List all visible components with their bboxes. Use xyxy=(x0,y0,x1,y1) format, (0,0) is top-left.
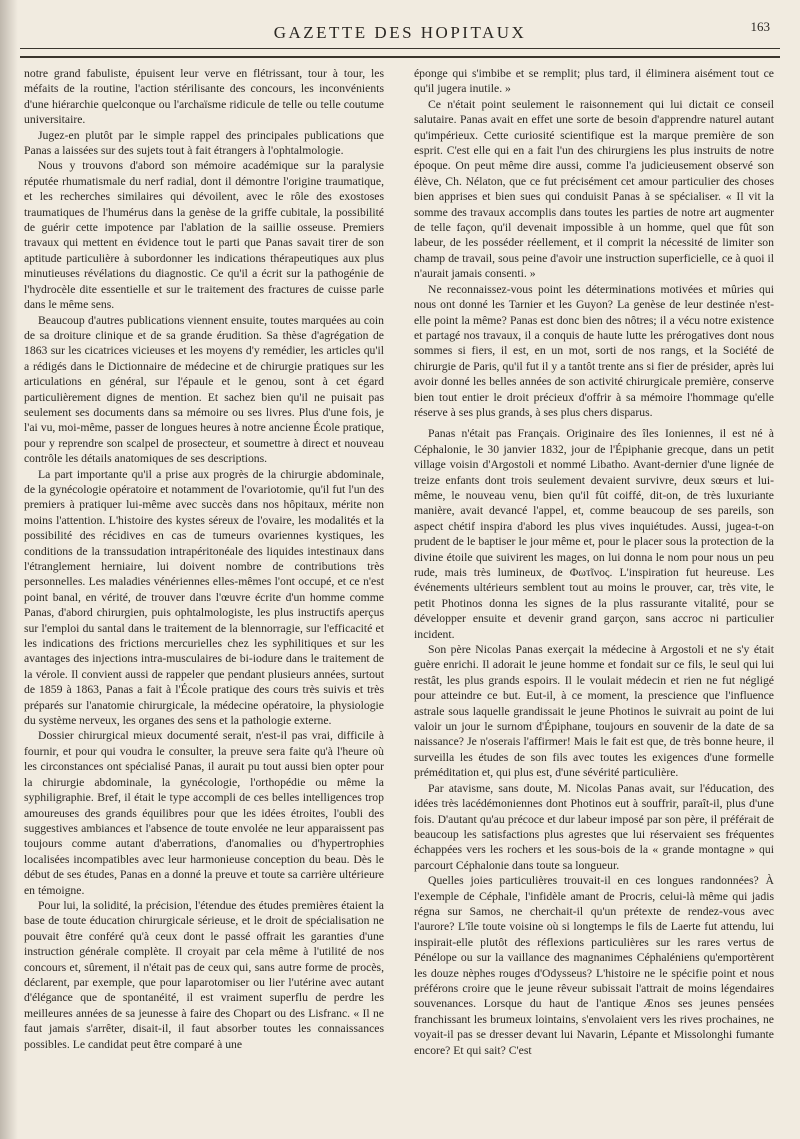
page-header xyxy=(0,0,800,60)
paragraph: Dossier chirurgical mieux documenté serait, n'est-il pas vrai, difficile à fournir, et pour qui voudra le consulter, la preuve sera faite qu'à l'heure où les circonstances ont spécialisé Panas, il aurait pu tout aussi bien opter pour la chirurgie abdominale, la gynécologie, l'orthopédie ou même la syphiligraphie. Bref, il était le type accompli de ces belles intelligences trop amoureuses des grands équilibres pour que les idées étroites, l'oubli des suggestives ambiances et l'absence de toute envolée ne leur apparaissent pas toujours comme autant d'aberrations, d'anomalies ou d'hypertrophies localisées incompatibles avec leur harmonieuse conception du beau. Dès le début de ses études, Panas en a donné la preuve et toute sa carrière ultérieure en témoigne. xyxy=(24,729,384,897)
paragraph: Son père Nicolas Panas exerçait la médecine à Argostoli et ne s'y était guère enrichi. Il adorait le jeune homme et fondait sur ce fils, le seul qui lui restât, les plus grands espoirs. Il le voulait médecin et rien ne fut négligé pour atteindre ce but. Eut-il, à ce moment, la prescience que l'influence astrale sous laquelle grandissait le jeune Photinos le suivrait au point de lui valoir un jour le surnom d'Épiphane, toujours en souvenir de la date de sa naissance? Je n'oserais l'affirmer! Mais le fait est que, de très bonne heure, il surveilla les études de son fils avec toutes les exigences d'une formelle préméditation et, qui plus est, d'une sévérité particulière. xyxy=(414,643,774,780)
header-rule-double xyxy=(20,56,780,58)
paragraph: Quelles joies particulières trouvait-il en ces longues randonnées? À l'exemple de Céphale, l'infidèle amant de Procris, celui-là même qui jadis régna sur Samos, ne cherchait-il qu'un prétexte de rendez-vous avec l'aurore? L'île toute voisine où si longtemps le fils de Laerte fut attendu, lui inspirait-elle plutôt des réflexions particulières sur les rares vertus de Pénélope ou sur la vaillance des magnanimes Céphaléniens qu'emportèrent les douze nèphes rouges d'Odysseus? L'histoire ne le spécifie point et nous préférons croire que le jeune rêveur subissait l'attrait de moins légendaires souvenances. Lorsque du haut de l'antique Ænos ses jeunes pensées franchissant les brumeux lointains, s'envolaient vers les rives prochaines, ne voyait-il pas se dresser devant lui Navarin, Lépante et Missolonghi fumante encore? Et qui sait? C'est xyxy=(414,874,774,1057)
paragraph: Beaucoup d'autres publications viennent ensuite, toutes marquées au coin de sa droiture clinique et de sa grande érudition. Sa thèse d'agrégation de 1863 sur les cicatrices vicieuses et les moyens d'y remédier, les articles qu'il a rédigés dans le Dictionnaire de médecine et de chirurgie pratiques sur les articulations en général, sur l'épaule et le genou, sont à cet égard particulièrement dignes de mention. Et sachez bien qu'il ne puisait pas seulement ses documents dans sa mémoire ou ses livres. Plus d'une fois, je l'ai vu, moi-même, passer de longues heures à notre ancienne École pratique, pour y reprendre son scalpel de prosecteur, et soumettre à direct et nouveau contrôle les détails anatomiques de ses descriptions. xyxy=(24,313,384,466)
paragraph: notre grand fabuliste, épuisent leur verve en flétrissant, tour à tour, les méfaits de la routine, l'action stérilisante des concours, les inconvénients d'une hiérarchie quelconque ou l'archaïsme ridicule de telle ou telle coutume universitaire. xyxy=(24,67,384,127)
paragraph: Nous y trouvons d'abord son mémoire académique sur la paralysie réputée rhumatismale du nerf radial, dont il démontre l'origine traumatique, et les recherches similaires qui dévoilent, avec le rôle des exostoses traumatiques de l'humérus dans la genèse de la griffe cubitale, la possibilité de guérir cette impotence par l'ablation de la saillie osseuse. Premiers travaux qui mettent en évidence tout le parti que Panas savait tirer de son aptitude particulière à subordonner les indications thérapeutiques aux plus minutieuses révélations du diagnostic. Ce qu'il a écrit sur la pathogénie de l'hydrocèle dite essentielle et sur le traitement des fractures de cuisse parle dans le même sens. xyxy=(24,159,384,312)
running-title: GAZETTE DES HOPITAUX xyxy=(273,23,527,42)
left-column xyxy=(24,66,384,1052)
paragraph: Ce n'était point seulement le raisonnement qui lui dictait ce conseil salutaire. Panas avait en effet une sorte de besoin d'apprendre naturel autant qu'impérieux. Cette curiosité scientifique est la marque première de son esprit. C'est elle qui en a fait l'un des chirurgiens les plus instruits de notre époque. On peut même dire aussi, comme l'a judicieusement observé son élève, Ch. Nélaton, que ce fut précisément cet amour particulier des choses bien apprises et bien sues qui conduisit Panas à se spécialiser. « Il vit la somme des travaux accomplis dans toutes les parties de notre art augmenter de telle façon, qu'il devenait impossible à un homme, quel que fût son labeur, de les posséder réellement, et il comprit la nécessité de limiter son champ de travail, sous peine d'avoir une instruction superficielle, ce à quoi il n'aurait jamais consenti. » xyxy=(414,97,774,281)
page-edge-shadow xyxy=(0,0,18,1139)
paragraph: La part importante qu'il a prise aux progrès de la chirurgie abdominale, de la gynécologie opératoire et notamment de l'ovariotomie, qu'il fut l'un des premiers à pratiquer lui-même avec succès dans nos hôpitaux, mérite non moins l'attention. L'histoire des kystes séreux de l'ovaire, les modalités et la possibilité des récidives en cas de tumeurs ovariennes kystiques, les conditions de la transsudation intrapéritonéale des liquides intestinaux dans l'étranglement herniaire, lui doivent nombre de contributions très personnelles. Les maladies vénériennes elles-mêmes l'ont occupé, et ce n'est point banal, en vérité, de trouver dans l'œuvre écrite d'un homme comme Panas, d'abord chirurgien, puis ophtalmologiste, les plus instructifs aperçus sur l'emploi du santal dans le traitement de la blennorragie, sur l'efficacité et les indications des frictions mercurielles chez les syphilitiques et sur les avantages des injections intra-musculaires de bi-iodure dans le traitement de la vérole. Il convient aussi de rappeler que pendant plusieurs années, surtout de 1859 à 1863, Panas a fait à l'École pratique des cours très suivis et très préparés sur l'anatomie chirurgicale, la médecine opératoire, la physiologie du système nerveux, les organes des sens et la pathologie externe. xyxy=(24,467,384,728)
right-column xyxy=(414,66,774,1058)
header-rule xyxy=(20,48,780,49)
paragraph: Par atavisme, sans doute, M. Nicolas Panas avait, sur l'éducation, des idées très lacédémoniennes dont Photinos eut à souffrir, paraît-il, plus d'une fois. D'autant qu'au précoce et dur labeur imposé par son père, il préférait de beaucoup les satisfactions plus agrestes que lui réservaient ses fréquentes échappées vers les rochers et les sous-bois de la « grande montagne » qui parcourt Céphalonie dans toute sa longueur. xyxy=(414,781,774,872)
paragraph: Jugez-en plutôt par le simple rappel des principales publications que Panas a laissées sur des sujets tout à fait étrangers à l'ophtalmologie. xyxy=(24,128,384,158)
paragraph: Ne reconnaissez-vous point les déterminations motivées et mûries qui nous ont donné les Tarnier et les Guyon? La genèse de leur destinée n'est-elle point la même? Panas est donc bien des nôtres; il a vécu notre existence et partagé nos travaux, il a conquis de haute lutte les prérogatives dont nous sommes si fiers, il est, en un mot, sorti de nos rangs, et la Société de chirurgie de Paris, qu'il fut il y a tantôt trente ans si fier de présider, après lui avoir donné les belles années de son activité chirurgicale première, conserve bien tout entier le droit précieux d'offrir à sa mémoire l'hommage qu'elle réserve à ses plus grands, à ses plus chers disparus. xyxy=(414,282,774,419)
page-number: 163 xyxy=(750,19,770,34)
paragraph: Panas n'était pas Français. Originaire des îles Ioniennes, il est né à Céphalonie, le 30 janvier 1832, jour de l'Épiphanie grecque, dans un petit village voisin d'Argostoli et nommé Libatho. Avant-dernier d'une lignée de treize enfants dont trois seulement devaient survivre, deux sœurs et lui-même, le nouveau venu, bien qu'il fût coiffé, dit-on, de très luxuriante manière, avait devancé l'appel, et, comme beaucoup de ses pareils, son aspect chétif inspira d'abord les plus vives inquiétudes. Aussi, jugea-t-on prudent de le baptiser le jour même et, pour le placer sous la protection de la divine étoile que suivirent les mages, on lui donna le nom pour nous un peu rude, mais très lumineux, de Φωτῖνος. L'inspiration fut heureuse. Les événements ultérieurs semblent tout au moins le prouver, car, très vite, le petit Photinos donna les signes de la plus rassurante vitalité, pour se développer ensuite et devenir grand garçon, sans accroc ni particulier incident. xyxy=(414,427,774,641)
paragraph: Pour lui, la solidité, la précision, l'étendue des études premières étaient la base de toute éducation chirurgicale sérieuse, et le droit de spécialisation ne pouvait être conféré qu'à ceux dont le passé offrait les garanties d'une instruction générale complète. Il croyait par cela même à l'utilité de nos concours et, sûrement, il n'était pas de ceux qui, sans autre forme de procès, déclarent, par exemple, que pour laparotomiser ou lier l'utérine avec autant d'élégance que de spontanéité, il est vraiment superflu de perdre les meilleures années de sa jeunesse à faire des Chopart ou des Lisfranc. « Il ne faut jamais s'arrêter, disait-il, il faut absorber toutes les connaissances possibles. Le candidat peut être comparé à une xyxy=(24,898,384,1051)
paragraph: éponge qui s'imbibe et se remplit; plus tard, il éliminera aisément tout ce qu'il jugera inutile. » xyxy=(414,67,774,96)
